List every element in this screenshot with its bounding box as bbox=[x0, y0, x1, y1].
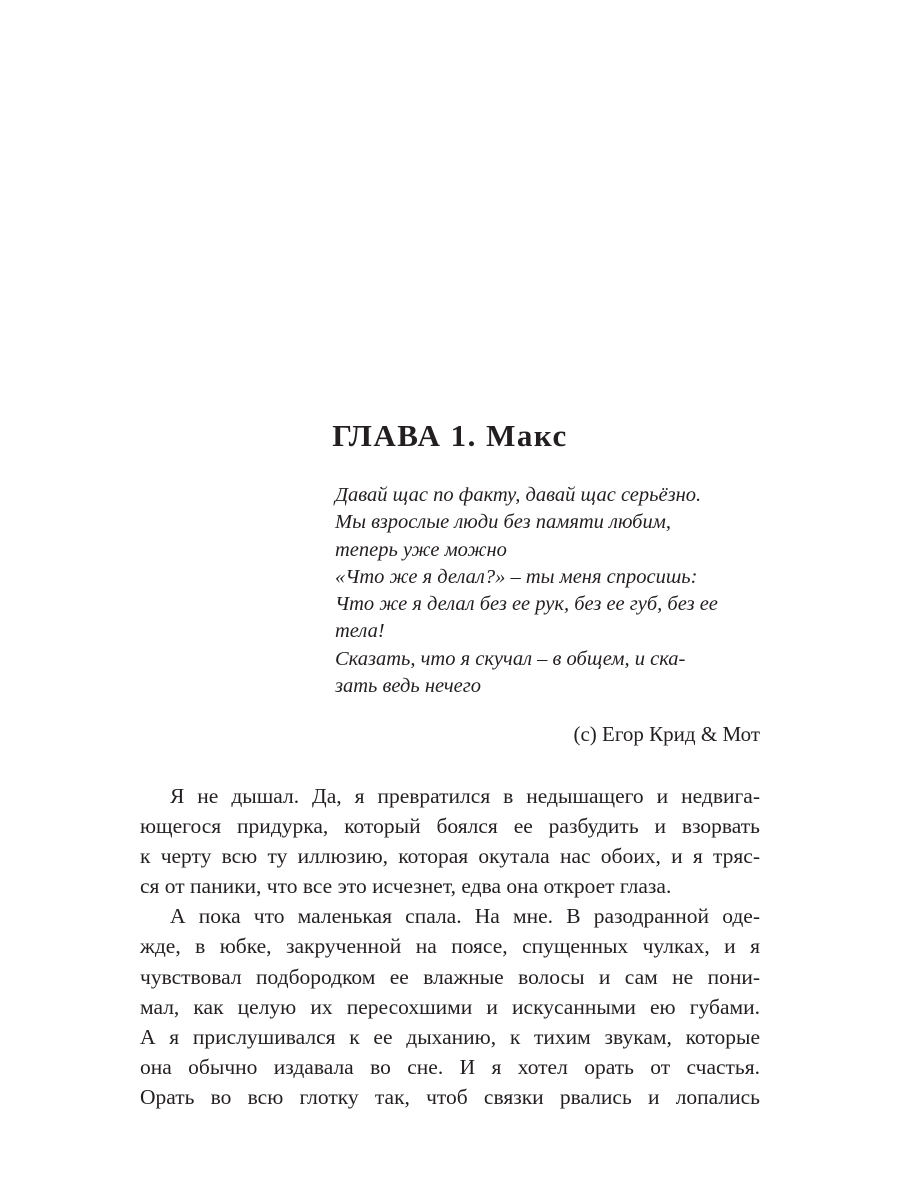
body-line: ющегося придурка, который боялся ее разбудить и взорвать bbox=[140, 814, 760, 839]
epigraph-line: зать ведь нечего bbox=[335, 675, 481, 698]
body-line: А я прислушивался к ее дыханию, к тихим звукам, которые bbox=[140, 1024, 760, 1049]
chapter-title: ГЛАВА 1. Макс bbox=[332, 418, 568, 453]
body-line: она обычно издавала во сне. И я хотел орать от счастья. bbox=[140, 1054, 760, 1079]
epigraph bbox=[335, 482, 765, 700]
epigraph-credit: (с) Егор Крид & Мот bbox=[573, 722, 760, 746]
body-text bbox=[140, 781, 760, 1112]
epigraph-line: Мы взрослые люди без памяти любим, bbox=[335, 511, 671, 534]
body-line: мал, как целую их пересохшими и искусанными ею губами. bbox=[140, 994, 760, 1019]
epigraph-line: тела! bbox=[335, 620, 385, 643]
epigraph-line: теперь уже можно bbox=[335, 538, 507, 561]
body-line: А пока что маленькая спала. На мне. В разодранной оде- bbox=[170, 904, 760, 929]
body-line: чувствовал подбородком ее влажные волосы и сам не пони- bbox=[140, 964, 760, 989]
body-line: к черту всю ту иллюзию, которая окутала нас обоих, и я тряс- bbox=[140, 844, 760, 869]
epigraph-line: «Что же я делал?» – ты меня спросишь: bbox=[335, 565, 698, 588]
body-line: ся от паники, что все это исчезнет, едва она откроет глаза. bbox=[140, 874, 672, 899]
epigraph-line: Давай щас по факту, давай щас серьёзно. bbox=[335, 484, 702, 506]
epigraph-line: Сказать, что я скучал – в общем, и ска- bbox=[335, 647, 686, 670]
body-line: Орать во всю глотку так, чтоб связки рвались и лопались bbox=[140, 1084, 760, 1109]
body-line: жде, в юбке, закрученной на поясе, спущенных чулках, и я bbox=[140, 934, 760, 959]
epigraph-line: Что же я делал без ее рук, без ее губ, без ее bbox=[335, 593, 718, 616]
body-line: Я не дышал. Да, я превратился в недышащего и недвига- bbox=[170, 784, 760, 808]
